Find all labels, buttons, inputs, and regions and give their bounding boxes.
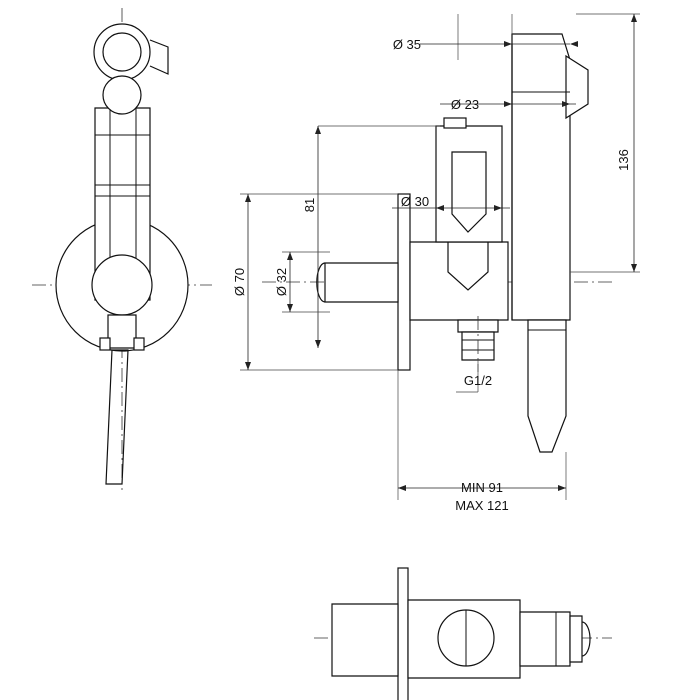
dim-label-81: 81 xyxy=(302,197,317,213)
dim-label-136: 136 xyxy=(616,149,631,171)
arrow-d70-top xyxy=(245,194,251,202)
front-hose xyxy=(106,350,128,484)
bottom-connector-nut xyxy=(570,616,582,662)
arrow-min-right xyxy=(558,485,566,491)
front-view xyxy=(32,8,212,490)
dim-label-d32: Ø 32 xyxy=(274,267,289,297)
bottom-connector-end xyxy=(582,622,590,656)
bottom-spout-body xyxy=(332,604,398,676)
side-spray-stem xyxy=(528,320,566,452)
arrow-d35-left xyxy=(504,41,512,47)
bottom-view xyxy=(314,568,612,700)
dim-label-d35: Ø 35 xyxy=(392,37,421,52)
side-outlet-spout xyxy=(325,263,398,302)
dim-label-g12: G1/2 xyxy=(463,373,493,388)
bottom-wall-plate xyxy=(398,568,408,700)
arrow-d23-left xyxy=(504,101,512,107)
dim-label-d23: Ø 23 xyxy=(450,97,480,112)
front-center-knob xyxy=(92,255,152,315)
side-spray-trigger xyxy=(566,56,588,118)
side-bracket-top-tab xyxy=(444,118,466,128)
side-spray-handle-body xyxy=(512,34,570,320)
front-sprayhead-trigger xyxy=(150,40,168,74)
dim-label-max: MAX 121 xyxy=(455,498,509,513)
arrow-d70-bottom xyxy=(245,362,251,370)
front-connector-nut-right xyxy=(134,338,144,350)
side-wall-plate xyxy=(398,194,410,370)
arrow-d35-right xyxy=(570,41,578,47)
arrow-d32-bottom xyxy=(287,304,293,312)
front-connector-nut-left xyxy=(100,338,110,350)
arrow-min-left xyxy=(398,485,406,491)
side-valve-body xyxy=(410,242,508,320)
dim-label-d30: Ø 30 xyxy=(400,194,430,209)
front-sprayhead-collar xyxy=(103,76,141,114)
dim-label-min: MIN 91 xyxy=(461,480,503,495)
arrow-d32-top xyxy=(287,252,293,260)
bottom-connector xyxy=(520,612,570,666)
arrow-81-bottom xyxy=(315,340,321,348)
front-hose-connector xyxy=(108,315,136,348)
arrow-136-bottom xyxy=(631,264,637,272)
dim-label-d70: Ø 70 xyxy=(232,267,247,297)
arrow-136-top xyxy=(631,14,637,22)
arrow-81-top xyxy=(315,126,321,134)
side-view xyxy=(262,34,612,452)
